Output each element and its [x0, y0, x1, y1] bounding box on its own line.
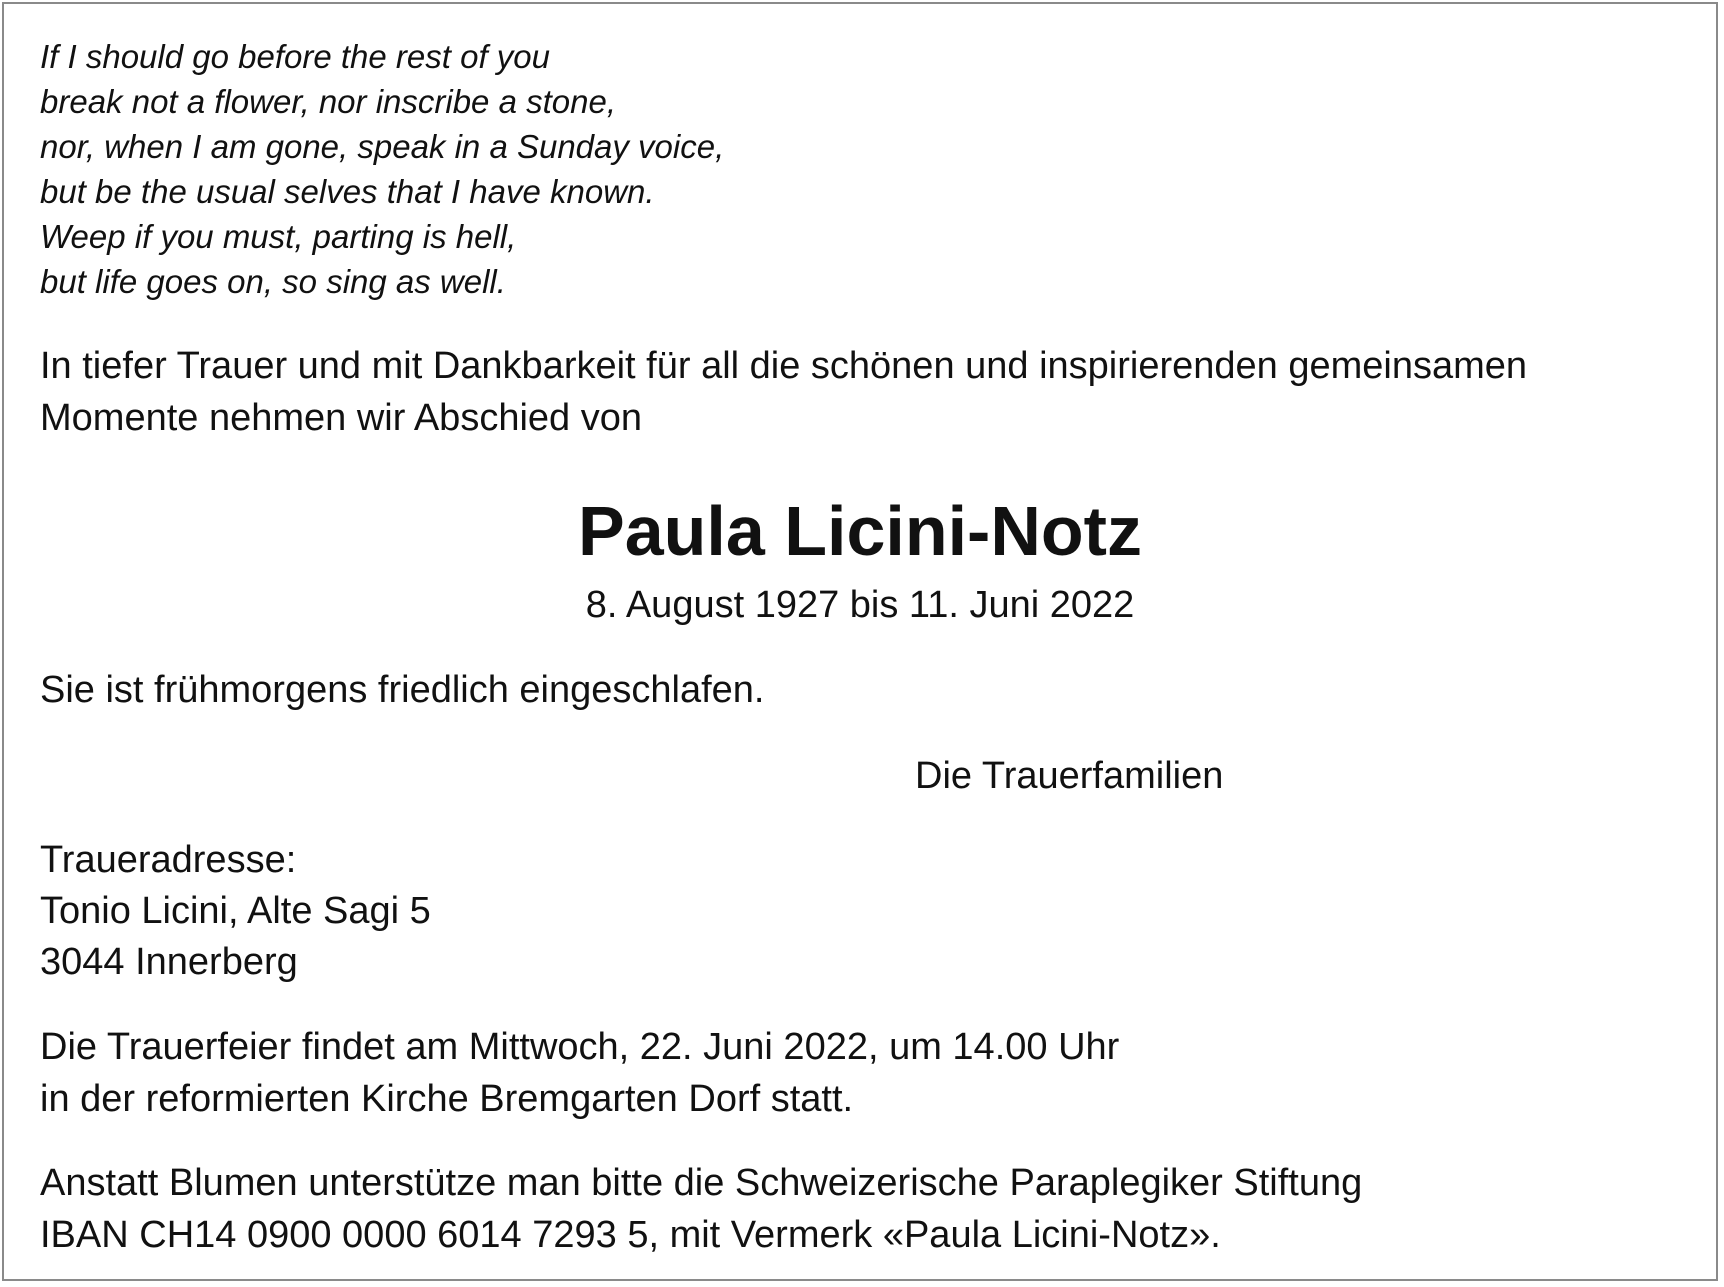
poem-line: but be the usual selves that I have known. — [40, 173, 655, 210]
poem-line: Weep if you must, parting is hell, — [40, 218, 517, 255]
intro-line: In tiefer Trauer und mit Dankbarkeit für all die schönen und inspirierenden gemeinsamen — [40, 345, 1528, 387]
donation-line: IBAN CH14 0900 0000 6014 7293 5, mit Vermerk «Paula Licini-Notz». — [40, 1214, 1221, 1256]
deceased-name: Paula Licini-Notz — [578, 492, 1142, 570]
intro-text — [40, 340, 1527, 444]
life-dates: 8. August 1927 bis 11. Juni 2022 — [585, 584, 1135, 626]
donation-info — [40, 1157, 1362, 1261]
address-line: Traueradresse: — [40, 839, 297, 881]
intro-line: Momente nehmen wir Abschied von — [40, 397, 642, 439]
donation-line: Anstatt Blumen unterstütze man bitte die Schweizerische Paraplegiker Stiftung — [40, 1162, 1363, 1204]
ceremony-line: Die Trauerfeier findet am Mittwoch, 22. Juni 2022, um 14.00 Uhr — [40, 1026, 1120, 1068]
address-line: Tonio Licini, Alte Sagi 5 — [40, 890, 431, 932]
ceremony-info — [40, 1021, 1119, 1125]
poem-line: but life goes on, so sing as well. — [40, 263, 506, 300]
address-line: 3044 Innerberg — [40, 941, 298, 983]
signature: Die Trauerfamilien — [915, 755, 1224, 797]
mourning-address — [40, 835, 431, 988]
passing-note: Sie ist frühmorgens friedlich eingeschlafen. — [40, 669, 765, 711]
poem-line: nor, when I am gone, speak in a Sunday voice, — [40, 128, 725, 165]
ceremony-line: in der reformierten Kirche Bremgarten Dorf statt. — [40, 1078, 854, 1120]
poem-line: If I should go before the rest of you — [40, 38, 550, 75]
poem — [40, 34, 724, 304]
poem-line: break not a flower, nor inscribe a stone, — [40, 83, 616, 120]
